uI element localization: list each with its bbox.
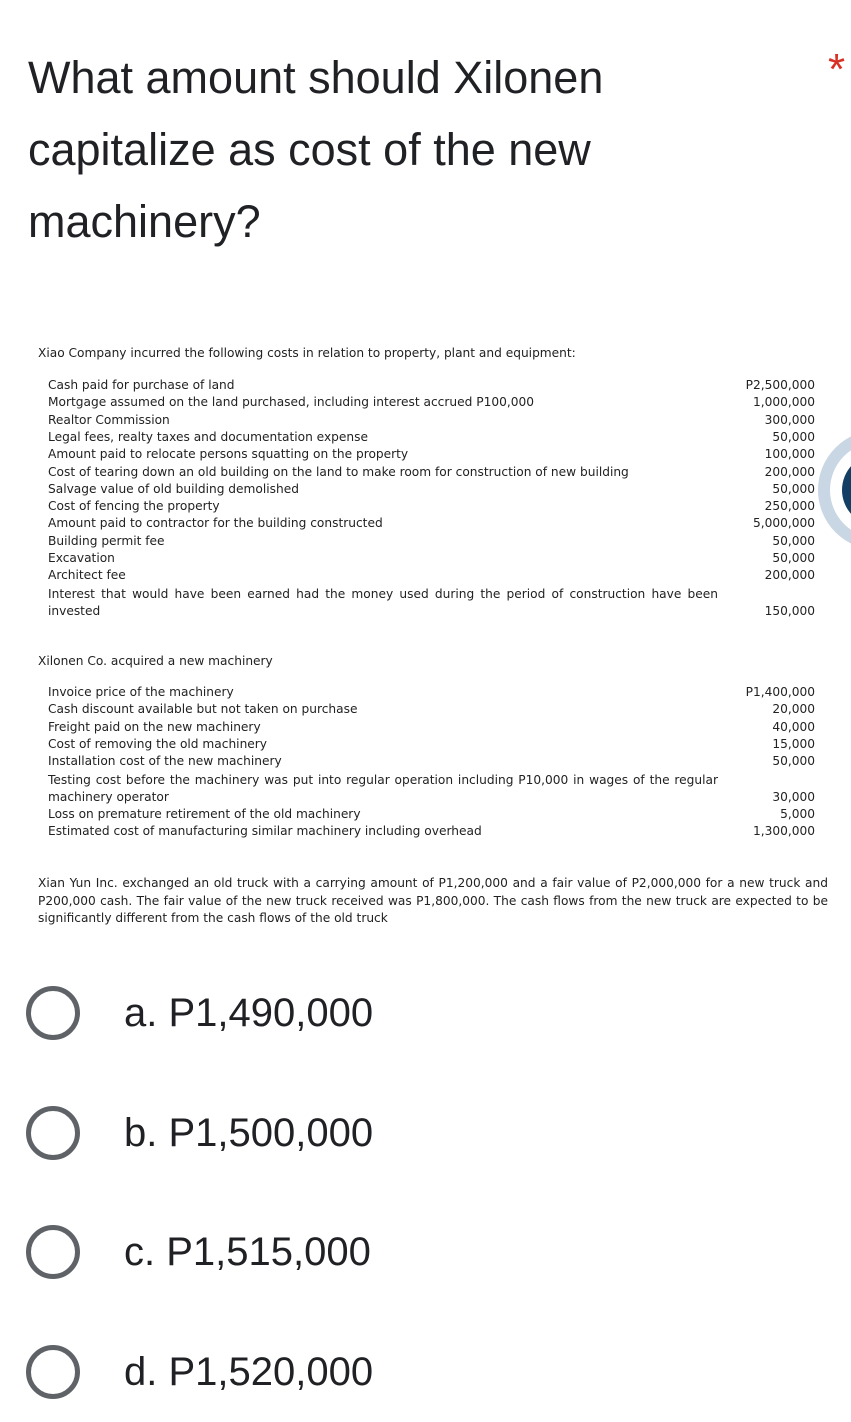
table-row-amount: 40,000 [772, 719, 815, 734]
table-row-label: Amount paid to contractor for the building constructed [48, 516, 383, 531]
option-label: b. P1,500,000 [124, 1110, 374, 1155]
table-row-label: Invoice price of the machinery [48, 685, 234, 699]
table-row-amount: 15,000 [772, 736, 815, 751]
table-row-amount: 1,000,000 [752, 395, 815, 410]
table-row-amount: 200,000 [764, 464, 815, 479]
table-row-label: Loss on premature retirement of the old machinery [48, 807, 361, 821]
table-row-amount: 300,000 [764, 412, 815, 427]
radio-button[interactable] [26, 986, 80, 1040]
table-row-amount: P1,400,000 [745, 685, 815, 699]
table-row-label: Freight paid on the new machinery [48, 719, 261, 734]
table-row-label: Realtor Commission [48, 412, 170, 427]
table-row-label: Mortgage assumed on the land purchased, including interest accrued P100,000 [48, 395, 534, 410]
table-row-amount: 50,000 [772, 754, 815, 769]
table-row-label: Estimated cost of manufacturing similar machinery including overhead [48, 824, 482, 839]
question-line: capitalize as cost of the new [28, 124, 591, 175]
table-row-label: Cash paid for purchase of land [48, 378, 235, 392]
table-row-amount: 5,000,000 [752, 516, 815, 531]
question-title [28, 42, 728, 258]
table-row-label: Cost of fencing the property [48, 499, 220, 514]
table-row-label: Excavation [48, 551, 115, 565]
table-row-amount: 5,000 [780, 807, 815, 821]
question-line: What amount should Xilonen [28, 52, 604, 103]
table-row-amount: 1,300,000 [752, 824, 815, 839]
table-row-amount: 20,000 [772, 702, 815, 717]
intro-xilonen: Xilonen Co. acquired a new machinery [38, 654, 273, 668]
option-label: c. P1,515,000 [124, 1229, 371, 1274]
table-row-amount: 250,000 [764, 499, 815, 514]
table-row-label: Amount paid to relocate persons squatting on the property [48, 447, 409, 462]
intro-xiao: Xiao Company incurred the following costs in relation to property, plant and equipment: [38, 346, 576, 360]
table-row-label: Interest that would have been earned had the money used during the period of construction have been invested [48, 587, 718, 618]
table-row-amount: 150,000 [764, 604, 815, 618]
table-row-amount: 50,000 [772, 481, 815, 496]
option-label: d. P1,520,000 [124, 1349, 374, 1394]
option-d[interactable] [26, 1342, 526, 1402]
table-row-label: Salvage value of old building demolished [48, 481, 299, 496]
table-row-amount: 100,000 [764, 447, 815, 462]
option-label: a. P1,490,000 [124, 990, 374, 1035]
required-asterisk: * [828, 45, 846, 94]
table-row-label: Testing cost before the machinery was put into regular operation including P10,000 in wages of the regular machinery operator [48, 773, 718, 804]
table-row-amount: 50,000 [772, 533, 815, 548]
option-c[interactable] [26, 1222, 526, 1282]
table-row-label: Cost of tearing down an old building on the land to make room for construction of new building [48, 464, 629, 479]
option-a[interactable] [26, 983, 526, 1043]
table-row-label: Legal fees, realty taxes and documentation expense [48, 429, 368, 444]
table-row-amount: 50,000 [772, 551, 815, 565]
table-row-label: Architect fee [48, 568, 126, 583]
radio-button[interactable] [26, 1345, 80, 1399]
radio-button[interactable] [26, 1225, 80, 1279]
table-row-amount: 30,000 [772, 790, 815, 804]
table-row-amount: P2,500,000 [745, 378, 815, 392]
option-b[interactable] [26, 1103, 526, 1163]
table-row-label: Cash discount available but not taken on purchase [48, 702, 358, 717]
table-row-label: Building permit fee [48, 533, 165, 548]
table-row-label: Cost of removing the old machinery [48, 736, 268, 751]
table-row-label: Installation cost of the new machinery [48, 754, 282, 769]
table-row-amount: 200,000 [764, 568, 815, 583]
table-row-amount: 50,000 [772, 429, 815, 444]
partial-circle-graphic [818, 430, 851, 550]
intro-xian-yun: Xian Yun Inc. exchanged an old truck with a carrying amount of P1,200,000 and a fair value of P2,000,000 for a new truck and P200,000 cash. The fair value of the new truck received was P1,800,000. The cash flows from the new truck are expected to be significantly different from the cash flows of the old truck [38, 876, 828, 925]
radio-button[interactable] [26, 1106, 80, 1160]
question-line: machinery? [28, 196, 261, 247]
